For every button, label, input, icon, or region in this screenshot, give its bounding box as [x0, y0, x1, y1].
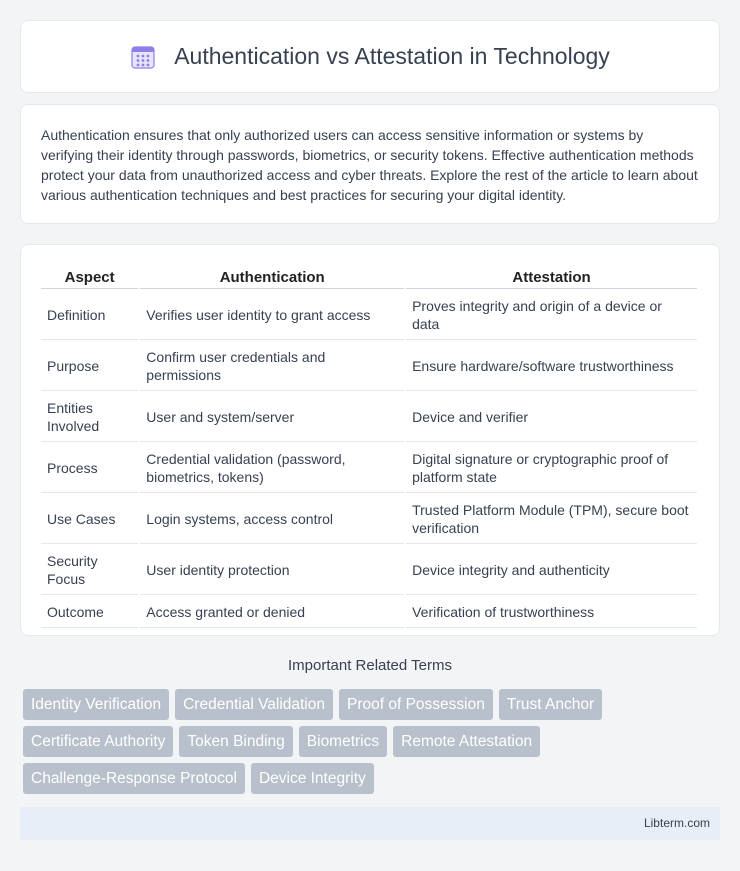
cell-attestation: Ensure hardware/software trustworthiness	[406, 342, 697, 391]
related-terms-list	[23, 689, 723, 800]
cell-aspect: Purpose	[41, 342, 138, 391]
table-row	[41, 546, 697, 595]
page-title: Authentication vs Attestation in Technology	[174, 43, 610, 69]
table-row	[41, 597, 697, 628]
header-attestation: Attestation	[406, 265, 697, 289]
header-authentication: Authentication	[140, 265, 404, 289]
tag-challenge-response-protocol[interactable]: Challenge-Response Protocol	[23, 763, 245, 794]
cell-aspect: Outcome	[41, 597, 138, 628]
cell-attestation: Verification of trustworthiness	[406, 597, 697, 628]
cell-authentication: Credential validation (password, biometrics, tokens)	[140, 444, 404, 493]
table-row	[41, 291, 697, 340]
footer	[20, 807, 720, 840]
tag-credential-validation[interactable]: Credential Validation	[175, 689, 333, 720]
cell-authentication: Confirm user credentials and permissions	[140, 342, 404, 391]
table-row	[41, 444, 697, 493]
tag-trust-anchor[interactable]: Trust Anchor	[499, 689, 602, 720]
tag-remote-attestation[interactable]: Remote Attestation	[393, 726, 540, 757]
intro-card	[20, 104, 720, 224]
comparison-card	[20, 244, 720, 636]
tag-device-integrity[interactable]: Device Integrity	[251, 763, 374, 794]
cell-authentication: Access granted or denied	[140, 597, 404, 628]
tag-token-binding[interactable]: Token Binding	[179, 726, 292, 757]
cell-attestation: Proves integrity and origin of a device or data	[406, 291, 697, 340]
table-row	[41, 495, 697, 544]
tag-proof-of-possession[interactable]: Proof of Possession	[339, 689, 493, 720]
cell-aspect: Entities Involved	[41, 393, 138, 442]
intro-paragraph: Authentication ensures that only authorized users can access sensitive information or systems by verifying their identity through passwords, biometrics, or security tokens. Effective authentication methods protect your data from unauthorized access and cyber threats. Explore the rest of the article to learn about various authentication techniques and best practices for securing your digital identity.	[41, 127, 698, 203]
cell-attestation: Trusted Platform Module (TPM), secure boot verification	[406, 495, 697, 544]
cell-attestation: Digital signature or cryptographic proof of platform state	[406, 444, 697, 493]
cell-aspect: Definition	[41, 291, 138, 340]
cell-attestation: Device and verifier	[406, 393, 697, 442]
title-card	[20, 20, 720, 93]
cell-aspect: Use Cases	[41, 495, 138, 544]
cell-authentication: User and system/server	[140, 393, 404, 442]
header-aspect: Aspect	[41, 265, 138, 289]
tag-certificate-authority[interactable]: Certificate Authority	[23, 726, 173, 757]
cell-attestation: Device integrity and authenticity	[406, 546, 697, 595]
tag-biometrics[interactable]: Biometrics	[299, 726, 387, 757]
table-row	[41, 342, 697, 391]
related-terms-title: Important Related Terms	[288, 657, 452, 674]
footer-site-link[interactable]: Libterm.com	[643, 816, 710, 830]
tag-row	[23, 726, 723, 757]
comparison-table	[39, 263, 699, 630]
cell-authentication: User identity protection	[140, 546, 404, 595]
cell-authentication: Login systems, access control	[140, 495, 404, 544]
tag-row	[23, 689, 723, 720]
tag-identity-verification[interactable]: Identity Verification	[23, 689, 169, 720]
cell-aspect: Process	[41, 444, 138, 493]
tag-row	[23, 763, 723, 794]
cell-authentication: Verifies user identity to grant access	[140, 291, 404, 340]
table-header-row	[41, 265, 697, 289]
table-row	[41, 393, 697, 442]
calendar-grid-icon	[130, 44, 156, 70]
cell-aspect: Security Focus	[41, 546, 138, 595]
